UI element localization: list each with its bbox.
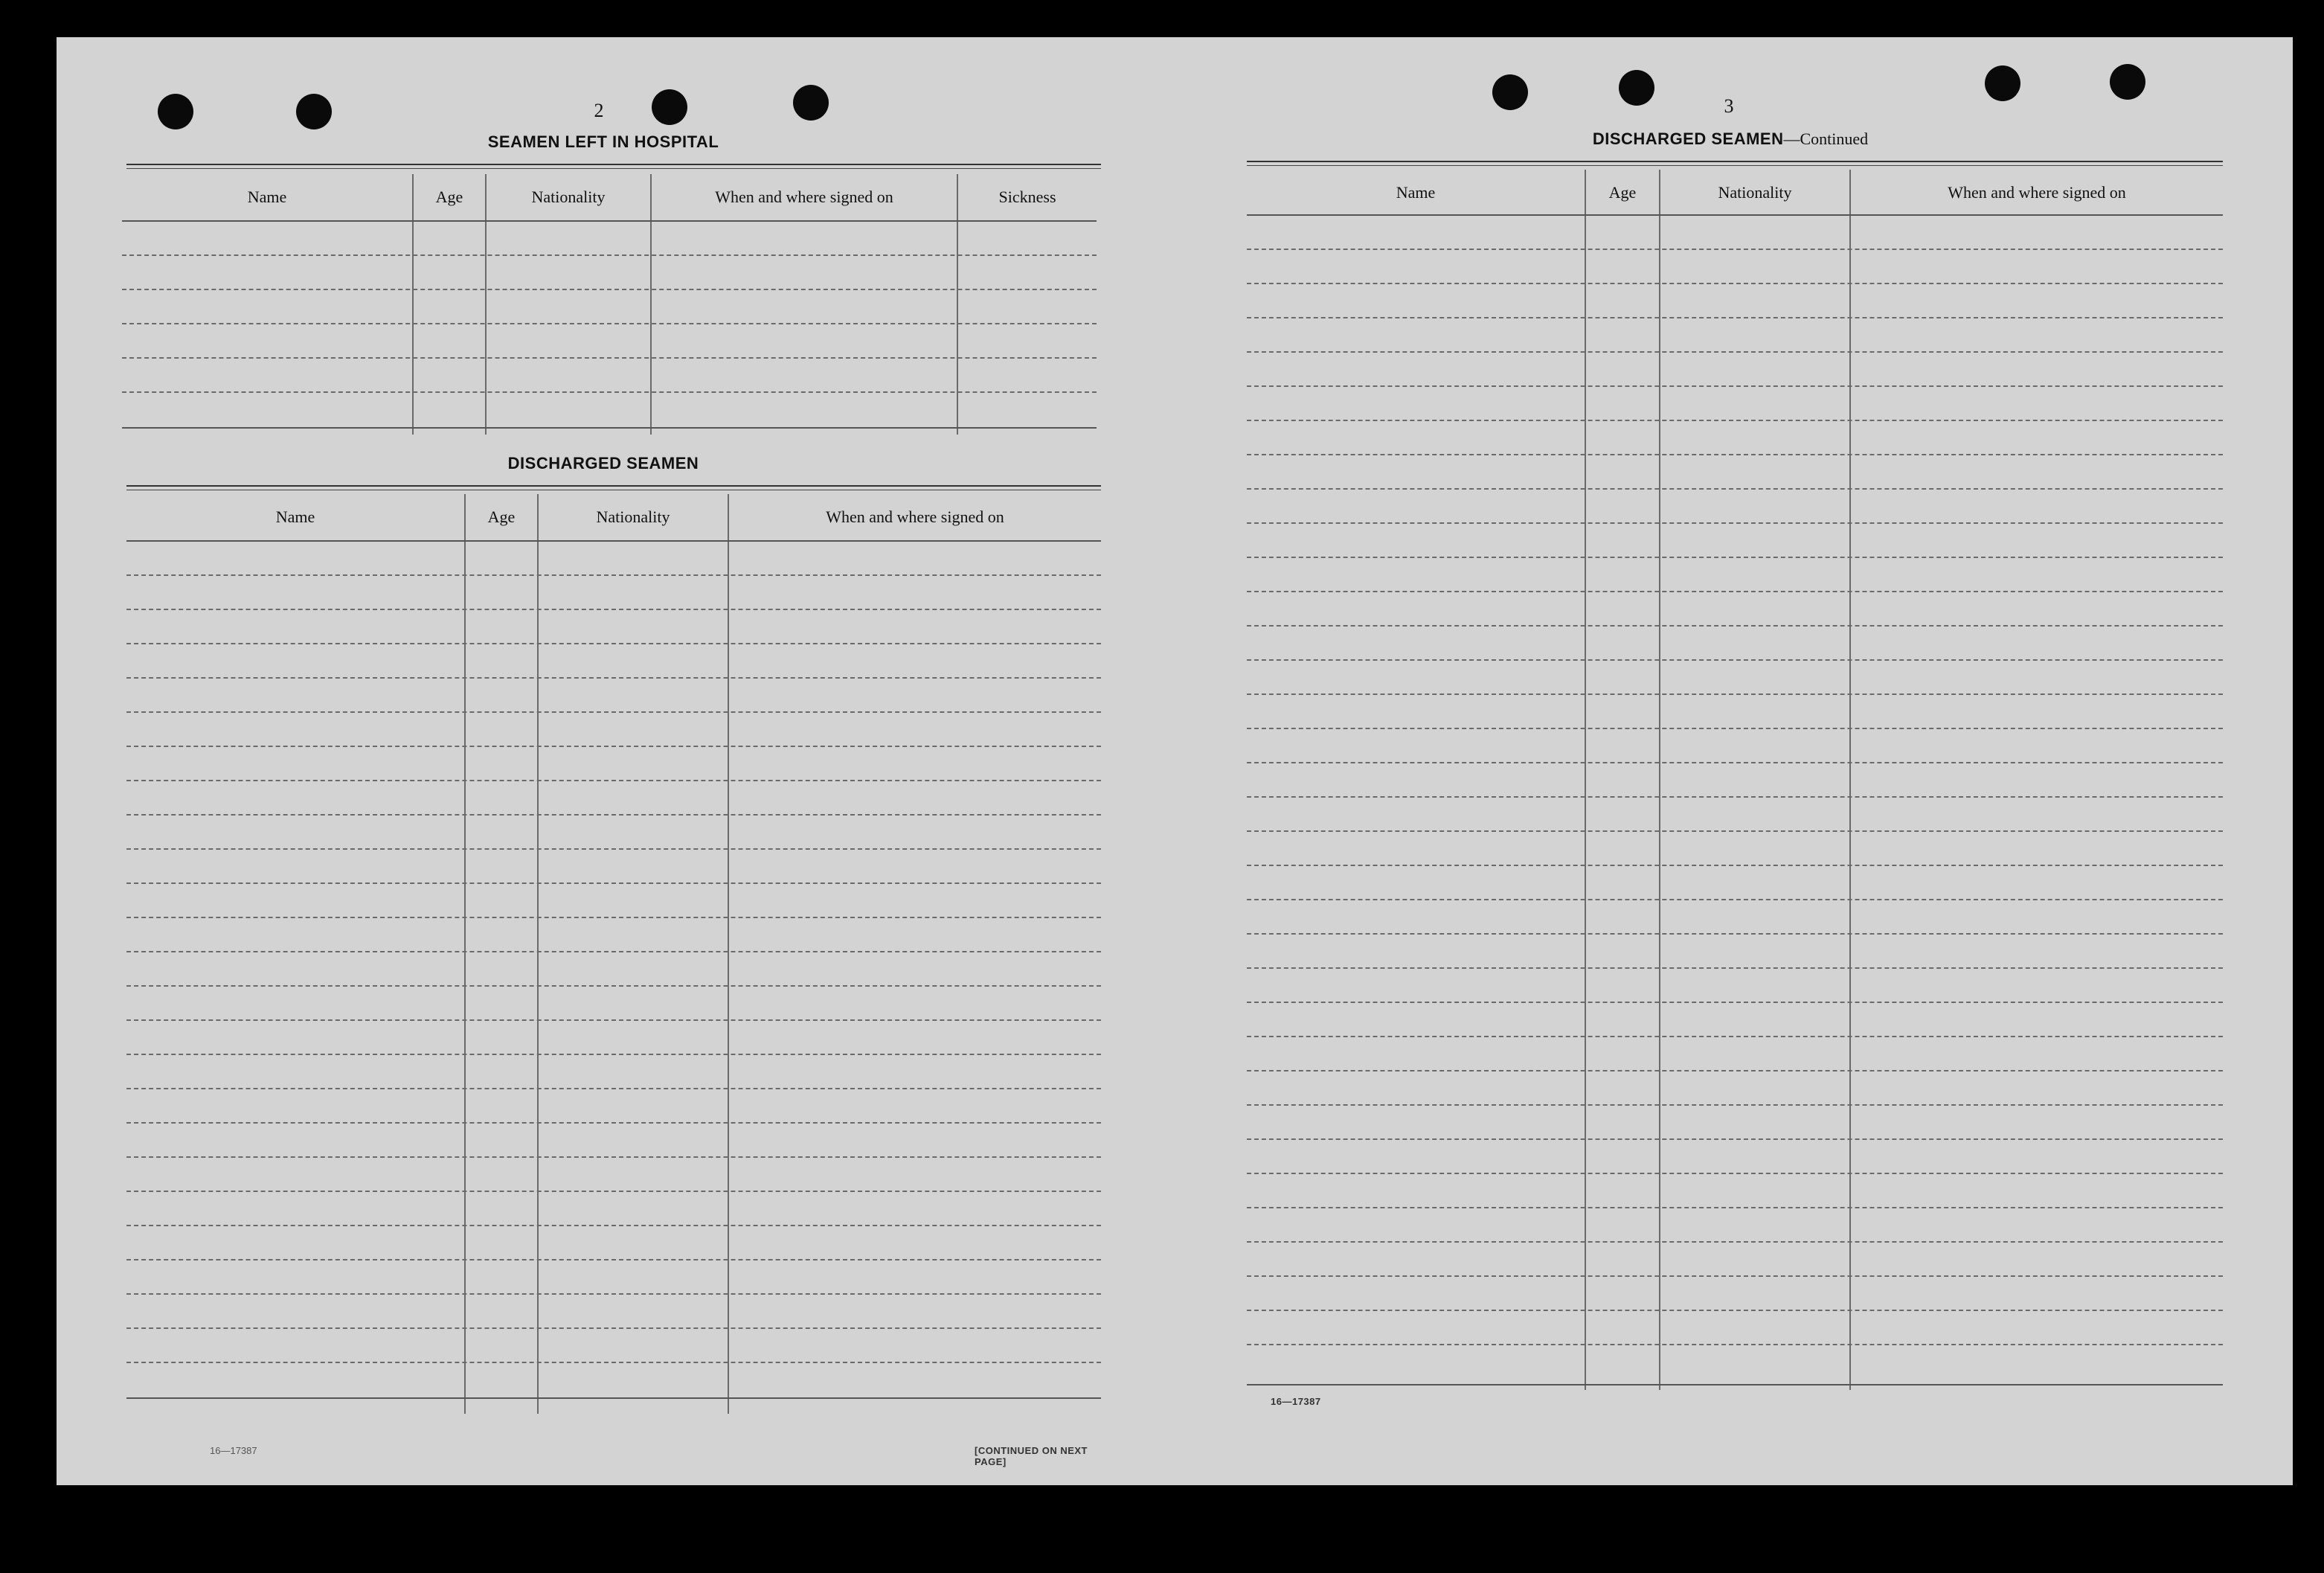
row-line	[1247, 1104, 2223, 1106]
discharged-continued-title	[1242, 129, 2218, 149]
column-header-signed-on: When and where signed on	[1948, 183, 2126, 202]
row-line	[1247, 420, 2223, 421]
hospital-table	[122, 174, 1097, 435]
row-line	[122, 357, 1097, 359]
row-line	[1247, 1173, 2223, 1174]
table-bottom-rule	[126, 1397, 1101, 1399]
column-divider	[412, 174, 414, 435]
row-line	[126, 985, 1101, 987]
row-line	[1247, 385, 2223, 387]
row-line	[126, 1156, 1101, 1158]
column-divider	[537, 494, 539, 1414]
row-line	[1247, 1207, 2223, 1208]
table-bottom-rule	[122, 427, 1097, 429]
row-line	[126, 1054, 1101, 1055]
header-rule	[122, 220, 1097, 222]
discharged-continued-table	[1247, 170, 2223, 1390]
row-line	[1247, 659, 2223, 661]
continued-note: [CONTINUED ON NEXT PAGE]	[975, 1445, 1088, 1467]
title-rule	[1247, 165, 2223, 166]
row-line	[122, 391, 1097, 393]
title-rule	[126, 168, 1101, 169]
discharged-section-title: DISCHARGED SEAMEN	[507, 454, 699, 472]
row-line	[1247, 933, 2223, 935]
row-line	[1247, 762, 2223, 763]
column-divider	[464, 494, 466, 1414]
column-header-name: Name	[247, 188, 287, 206]
row-line	[1247, 1036, 2223, 1037]
row-line	[1247, 488, 2223, 490]
row-line	[126, 882, 1101, 884]
row-line	[126, 1225, 1101, 1226]
row-line	[1247, 899, 2223, 900]
row-line	[126, 1362, 1101, 1363]
row-line	[1247, 283, 2223, 284]
row-line	[122, 289, 1097, 290]
row-line	[126, 917, 1101, 918]
right-page	[1247, 89, 2223, 1466]
row-line	[126, 1259, 1101, 1260]
row-line	[1247, 830, 2223, 832]
row-line	[1247, 1275, 2223, 1277]
row-line	[1247, 1310, 2223, 1311]
row-line	[1247, 1070, 2223, 1071]
row-line	[126, 643, 1101, 644]
row-line	[1247, 249, 2223, 250]
hospital-section-title: SEAMEN LEFT IN HOSPITAL	[487, 132, 719, 151]
row-line	[126, 677, 1101, 679]
header-rule	[1247, 214, 2223, 216]
column-header-signed-on: When and where signed on	[715, 188, 893, 206]
row-line	[1247, 317, 2223, 318]
row-line	[126, 1088, 1101, 1089]
header-rule	[126, 540, 1101, 542]
row-line	[1247, 796, 2223, 798]
row-line	[1247, 967, 2223, 969]
column-divider	[650, 174, 652, 435]
left-page	[126, 97, 1101, 1481]
column-header-name: Name	[275, 507, 315, 526]
row-line	[126, 609, 1101, 610]
row-line	[1247, 625, 2223, 627]
column-header-nationality: Nationality	[531, 188, 606, 206]
column-divider	[485, 174, 487, 435]
row-line	[1247, 351, 2223, 353]
column-divider	[957, 174, 958, 435]
row-line	[126, 1191, 1101, 1192]
row-line	[1247, 557, 2223, 558]
row-line	[1247, 693, 2223, 695]
title-rule	[126, 485, 1101, 487]
row-line	[1247, 1241, 2223, 1243]
column-header-signed-on: When and where signed on	[826, 507, 1004, 526]
page-number: 3	[1724, 95, 1734, 117]
row-line	[126, 848, 1101, 850]
form-number: 16—17387	[1271, 1396, 1321, 1407]
column-header-nationality: Nationality	[596, 507, 670, 526]
column-header-age: Age	[1608, 183, 1637, 202]
section-title-main: DISCHARGED SEAMEN	[1592, 129, 1784, 148]
form-number: 16—17387	[210, 1445, 257, 1456]
row-line	[126, 951, 1101, 952]
row-line	[126, 780, 1101, 781]
row-line	[126, 574, 1101, 576]
row-line	[126, 1327, 1101, 1329]
row-line	[1247, 865, 2223, 866]
row-line	[1247, 454, 2223, 455]
column-header-age: Age	[487, 507, 516, 526]
column-header-nationality: Nationality	[1718, 183, 1792, 202]
row-line	[1247, 728, 2223, 729]
column-header-name: Name	[1396, 183, 1436, 202]
row-line	[1247, 1344, 2223, 1345]
row-line	[126, 1122, 1101, 1124]
row-line	[126, 711, 1101, 713]
row-line	[122, 254, 1097, 256]
row-line	[126, 1019, 1101, 1021]
discharged-table	[126, 494, 1101, 1414]
title-rule	[126, 164, 1101, 165]
page-number: 2	[594, 100, 604, 121]
table-bottom-rule	[1247, 1384, 2223, 1385]
row-line	[1247, 1002, 2223, 1003]
title-rule	[1247, 161, 2223, 162]
row-line	[126, 814, 1101, 816]
row-line	[1247, 522, 2223, 524]
column-header-age: Age	[435, 188, 463, 206]
row-line	[126, 1293, 1101, 1295]
section-title-suffix: —Continued	[1783, 129, 1869, 148]
row-line	[122, 323, 1097, 324]
column-divider	[728, 494, 729, 1414]
row-line	[1247, 591, 2223, 592]
row-line	[126, 746, 1101, 747]
document-paper	[57, 37, 2293, 1485]
row-line	[1247, 1138, 2223, 1140]
column-header-sickness: Sickness	[998, 188, 1056, 206]
